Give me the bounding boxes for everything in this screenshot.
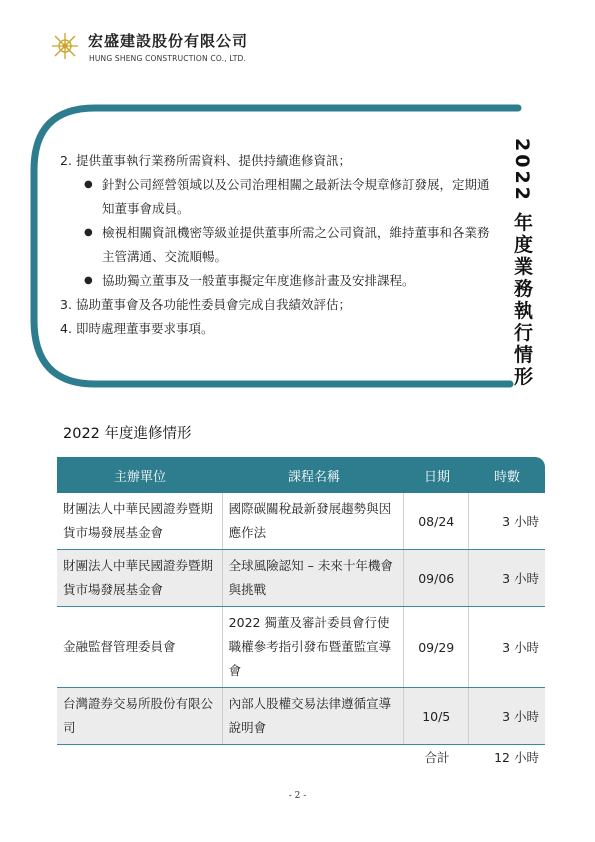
bullet-icon: ● (84, 275, 93, 286)
header-date: 日期 (423, 469, 450, 485)
cell-course: 2022 獨董及審計委員會行使職權參考指引發布暨董監宣導會 (223, 607, 405, 687)
total-hours: 12 小時 (494, 750, 539, 765)
bullet-icon: ● (84, 179, 93, 190)
cell-course: 國際碳關稅最新發展趨勢與因應作法 (223, 493, 405, 549)
cell-hours: 3 小時 (502, 571, 539, 586)
cell-course: 全球風險認知 – 未來十年機會與挑戰 (223, 550, 405, 606)
section-vertical-title: 2022 年度業務執行情形 (511, 138, 533, 389)
cell-date: 09/29 (404, 607, 469, 687)
list-item: 4. 即時處理董事要求事項。 (60, 321, 214, 336)
table-row (57, 550, 545, 607)
total-row (57, 745, 545, 769)
page-number: - 2 - (288, 791, 307, 801)
table-row (57, 688, 545, 745)
cell-org: 財團法人中華民國證券暨期貨市場發展基金會 (57, 550, 223, 606)
training-table (57, 457, 545, 769)
cell-hours: 3 小時 (502, 514, 539, 529)
table-row (57, 607, 545, 688)
list-item: 2. 提供董事執行業務所需資料、提供持續進修資訊； (60, 153, 352, 168)
cell-course: 內部人股權交易法律遵循宣導說明會 (223, 688, 405, 744)
cell-org: 金融監督管理委員會 (57, 607, 223, 687)
bullet-item: ● 檢視相關資訊機密等級並提供董事所需之公司資訊，維持董事和各業務主管溝通、交流順暢。 (84, 221, 492, 269)
header-org: 主辦單位 (113, 469, 166, 485)
total-label: 合計 (424, 750, 450, 765)
header-course: 課程名稱 (287, 469, 340, 485)
bullet-icon: ● (84, 227, 93, 238)
bullet-item: ● 針對公司經營領域以及公司治理相關之最新法令規章修訂發展，定期通知董事會成員。 (84, 173, 492, 221)
training-title: 2022 年度進修情形 (63, 426, 192, 442)
table-row (57, 493, 545, 550)
bullet-item: ● 協助獨立董事及一般董事擬定年度進修計畫及安排課程。 (84, 269, 492, 293)
cell-date: 09/06 (404, 550, 469, 606)
list-item: 3. 協助董事會及各功能性委員會完成自我績效評估； (60, 297, 352, 312)
company-name-cn: 宏盛建設股份有限公司 (88, 32, 249, 50)
cell-org: 財團法人中華民國證券暨期貨市場發展基金會 (57, 493, 223, 549)
cell-org: 台灣證券交易所股份有限公司 (57, 688, 223, 744)
cell-date: 08/24 (404, 493, 469, 549)
company-name-en: HUNG SHENG CONSTRUCTION CO., LTD. (89, 54, 247, 63)
cell-hours: 3 小時 (502, 709, 539, 724)
cell-date: 10/5 (404, 688, 469, 744)
cell-hours: 3 小時 (502, 640, 539, 655)
duties-list (60, 149, 492, 341)
header-hours: 時數 (493, 469, 520, 485)
table-header (57, 457, 545, 493)
